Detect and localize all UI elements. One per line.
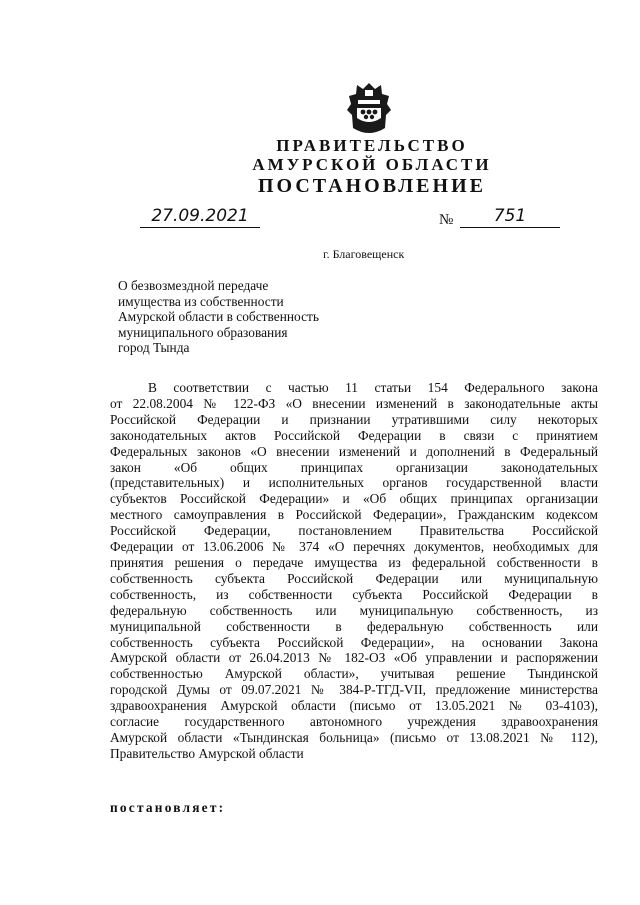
body-line: (представительных) и исполнительных органов государственной власти	[110, 475, 598, 491]
body-line: закон «Об общих принципах организации законодательных	[110, 459, 598, 475]
body-line: Амурской области «Тындинская больница» (письмо от 13.08.2021 № 112),	[110, 729, 598, 745]
body-line: Российской Федерации, постановлением Правительства Российской	[110, 523, 598, 539]
resolves-heading: постановляет:	[110, 800, 226, 815]
body-line: собственность субъекта Российской Федерации или муниципальную	[110, 570, 598, 586]
body-line: здравоохранения Амурской области (письмо от 13.05.2021 № 03-4103),	[110, 698, 598, 714]
body-line: субъектов Российской Федерации» и «Об общих принципах организации	[110, 491, 598, 507]
body-line: законодательных актов Российской Федерации в связи с принятием	[110, 427, 598, 443]
body-line: собственность, из собственности субъекта Российской Федерации в	[110, 586, 598, 602]
document-subject	[118, 278, 358, 356]
region-title: АМУРСКОЙ ОБЛАСТИ	[252, 155, 492, 174]
body-line: Федерации от 13.06.2006 № 374 «О перечнях документов, необходимых для	[110, 539, 598, 555]
body-line: собственность субъекта Российской Федерации», на основании Закона	[110, 634, 598, 650]
subject-line: муниципального образования	[118, 324, 288, 340]
body-line: собственностью Амурской области», учитывая решение Тындинской	[110, 666, 598, 682]
subject-line: имущества из собственности	[118, 293, 284, 309]
body-line: городской Думы от 09.07.2021 № 384-Р-ТГД-VII, предложение министерства	[110, 682, 598, 698]
body-line: согласие государственного автономного учреждения здравоохранения	[110, 714, 598, 730]
body-line: принятия решения о передаче имущества из федеральной собственности в	[110, 554, 598, 570]
subject-line: О безвозмездной передаче	[118, 278, 269, 293]
city-name: г. Благовещенск	[323, 247, 405, 261]
body-line: Амурской области от 26.04.2013 № 182-ОЗ «Об управлении и распоряжении	[110, 650, 598, 666]
body-line: Федеральных законов «О внесении изменений и дополнений в Федеральный	[110, 443, 598, 459]
body-line: федеральную собственность или муниципальную собственность, из	[110, 602, 598, 618]
body-line: от 22.08.2004 № 122-ФЗ «О внесении изменений в законодательные акты	[110, 395, 598, 411]
preamble-paragraph	[110, 380, 598, 762]
government-title: ПРАВИТЕЛЬСТВО	[276, 136, 468, 155]
body-line: муниципальной собственности в федеральную собственность или	[110, 618, 598, 634]
body-line: Российской Федерации и признании утратившими силу некоторых	[110, 411, 598, 427]
number-label: №	[439, 212, 454, 228]
body-line: местного самоуправления в Российской Федерации», Гражданским кодексом	[110, 507, 598, 523]
document-type-title: ПОСТАНОВЛЕНИЕ	[258, 175, 486, 197]
subject-line: город Тында	[118, 340, 190, 356]
document-date: 27.09.2021	[140, 205, 260, 228]
body-line: В соответствии с частью 11 статьи 154 Федерального закона	[148, 380, 598, 395]
coat-of-arms-emblem	[345, 82, 393, 138]
subject-line: Амурской области в собственность	[118, 309, 319, 325]
body-line: Правительство Амурской области	[110, 745, 304, 761]
document-number: 751	[460, 205, 560, 228]
